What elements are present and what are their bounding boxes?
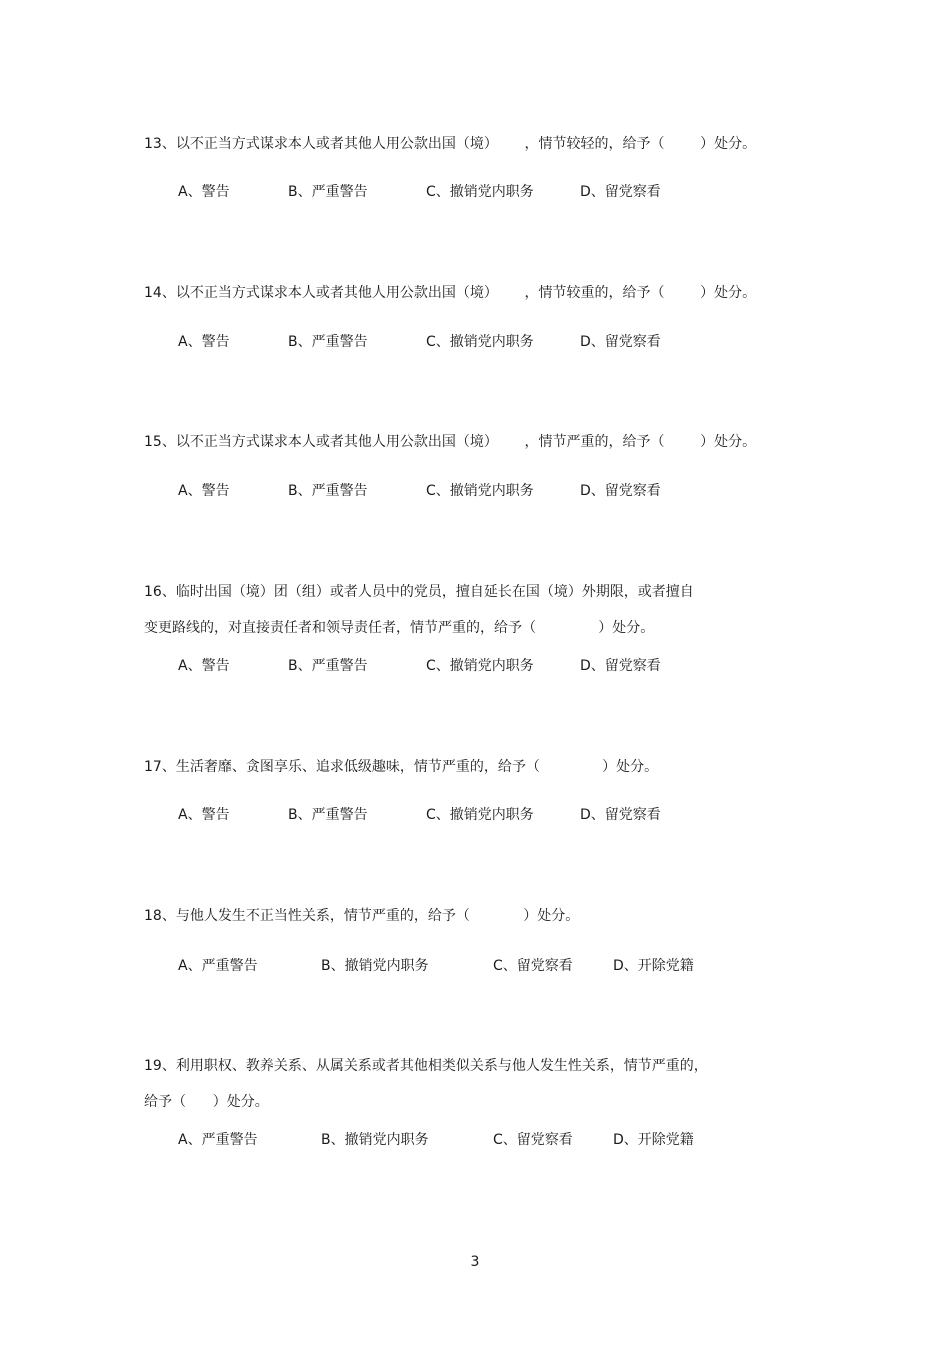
option-c[interactable]: C、撤销党内职务	[426, 807, 534, 823]
option-c[interactable]: C、撤销党内职务	[426, 334, 534, 350]
option-c[interactable]: C、撤销党内职务	[426, 658, 534, 674]
option-b[interactable]: B、严重警告	[288, 658, 368, 674]
question-14	[144, 283, 784, 352]
option-b[interactable]: B、严重警告	[288, 184, 368, 200]
option-d[interactable]: D、开除党籍	[613, 958, 694, 974]
option-d[interactable]: D、留党察看	[580, 658, 661, 674]
page-number: 3	[470, 1254, 480, 1270]
option-d[interactable]: D、开除党籍	[613, 1132, 694, 1148]
question-text: 16、临时出国（境）团（组）或者人员中的党员，擅自延长在国（境）外期限，或者擅自	[144, 584, 694, 600]
option-a[interactable]: A、警告	[178, 658, 230, 674]
question-text: 13、以不正当方式谋求本人或者其他人用公款出国（境） ，情节较轻的，给予（ ）处分。	[144, 136, 757, 152]
question-text: 18、与他人发生不正当性关系，情节严重的，给予（ ）处分。	[144, 908, 580, 924]
question-18	[144, 906, 784, 976]
option-d[interactable]: D、留党察看	[580, 334, 661, 350]
answer-options	[178, 1130, 784, 1150]
question-text: 14、以不正当方式谋求本人或者其他人用公款出国（境） ，情节较重的，给予（ ）处分。	[144, 285, 757, 301]
question-text: 19、利用职权、教养关系、从属关系或者其他相类似关系与他人发生性关系，情节严重的，	[144, 1058, 708, 1074]
question-15	[144, 432, 784, 501]
option-c[interactable]: C、撤销党内职务	[426, 184, 534, 200]
question-13	[144, 134, 784, 202]
answer-options	[178, 481, 784, 501]
question-17	[144, 757, 784, 825]
option-d[interactable]: D、留党察看	[580, 184, 661, 200]
option-b[interactable]: B、严重警告	[288, 334, 368, 350]
option-d[interactable]: D、留党察看	[580, 483, 661, 499]
option-a[interactable]: A、严重警告	[178, 1132, 258, 1148]
option-b[interactable]: B、撤销党内职务	[321, 958, 429, 974]
option-a[interactable]: A、警告	[178, 184, 230, 200]
option-a[interactable]: A、警告	[178, 334, 230, 350]
question-text: 15、以不正当方式谋求本人或者其他人用公款出国（境） ，情节严重的，给予（ ）处分。	[144, 434, 757, 450]
question-text-continued: 给予（ ）处分。	[144, 1094, 269, 1110]
answer-options	[178, 656, 784, 676]
option-c[interactable]: C、留党察看	[493, 958, 573, 974]
answer-options	[178, 182, 784, 202]
option-b[interactable]: B、严重警告	[288, 483, 368, 499]
option-d[interactable]: D、留党察看	[580, 807, 661, 823]
option-a[interactable]: A、警告	[178, 483, 230, 499]
answer-options	[178, 332, 784, 352]
option-a[interactable]: A、警告	[178, 807, 230, 823]
option-b[interactable]: B、严重警告	[288, 807, 368, 823]
answer-options	[178, 805, 784, 825]
option-a[interactable]: A、严重警告	[178, 958, 258, 974]
question-19	[144, 1056, 784, 1150]
question-text-continued: 变更路线的，对直接责任者和领导责任者，情节严重的，给予（ ）处分。	[144, 620, 655, 636]
question-text: 17、生活奢靡、贪图享乐、追求低级趣味，情节严重的，给予（ ）处分。	[144, 759, 659, 775]
question-16	[144, 582, 784, 676]
option-c[interactable]: C、撤销党内职务	[426, 483, 534, 499]
option-b[interactable]: B、撤销党内职务	[321, 1132, 429, 1148]
option-c[interactable]: C、留党察看	[493, 1132, 573, 1148]
answer-options	[178, 956, 784, 976]
